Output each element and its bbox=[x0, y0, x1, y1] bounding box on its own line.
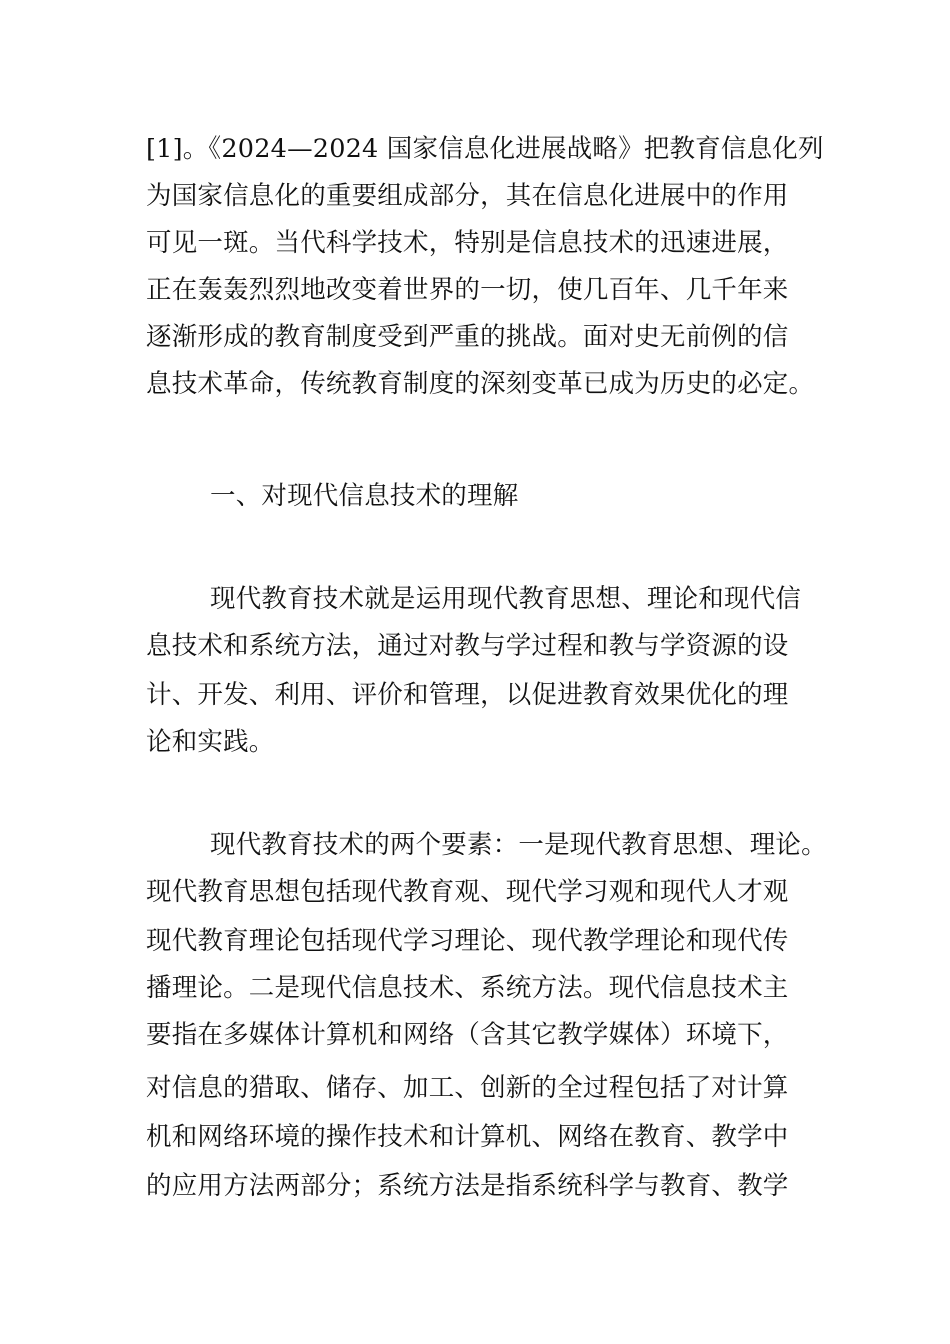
paragraph-3-line-3: 现代教育理论包括现代学习理论、现代教学理论和现代传 bbox=[146, 926, 789, 956]
paragraph-2-line-3: 计、开发、利用、评价和管理，以促进教育效果优化的理 bbox=[146, 680, 789, 710]
paragraph-3-line-4: 播理论。二是现代信息技术、系统方法。现代信息技术主 bbox=[146, 973, 789, 1003]
paragraph-1-line-3: 可见一斑。当代科学技术，特别是信息技术的迅速进展， bbox=[146, 228, 789, 258]
paragraph-3-line-6: 对信息的猎取、储存、加工、创新的全过程包括了对计算 bbox=[146, 1073, 789, 1103]
paragraph-2-line-1: 现代教育技术就是运用现代教育思想、理论和现代信 bbox=[210, 584, 802, 614]
paragraph-2-line-4: 论和实践。 bbox=[146, 727, 275, 757]
paragraph-1-line-2: 为国家信息化的重要组成部分，其在信息化进展中的作用 bbox=[146, 181, 789, 211]
paragraph-1-line-1: [1]。《2024—2024 国家信息化进展战略》把教育信息化列 bbox=[146, 134, 824, 164]
section-heading: 一、对现代信息技术的理解 bbox=[210, 481, 519, 511]
paragraph-3-line-8: 的应用方法两部分；系统方法是指系统科学与教育、教学 bbox=[146, 1171, 789, 1201]
paragraph-3-line-2: 现代教育思想包括现代教育观、现代学习观和现代人才观 bbox=[146, 877, 789, 907]
paragraph-1-line-4: 正在轰轰烈烈地改变着世界的一切，使几百年、几千年来 bbox=[146, 275, 789, 305]
paragraph-1-line-5: 逐渐形成的教育制度受到严重的挑战。面对史无前例的信 bbox=[146, 322, 789, 352]
paragraph-1-line-6: 息技术革命，传统教育制度的深刻变革已成为历史的必定。 bbox=[146, 369, 815, 399]
paragraph-3-line-7: 机和网络环境的操作技术和计算机、网络在教育、教学中 bbox=[146, 1122, 789, 1152]
paragraph-3-line-5: 要指在多媒体计算机和网络（含其它教学媒体）环境下， bbox=[146, 1020, 789, 1050]
paragraph-2-line-2: 息技术和系统方法，通过对教与学过程和教与学资源的设 bbox=[146, 631, 789, 661]
paragraph-3-line-1: 现代教育技术的两个要素：一是现代教育思想、理论。 bbox=[210, 830, 827, 860]
